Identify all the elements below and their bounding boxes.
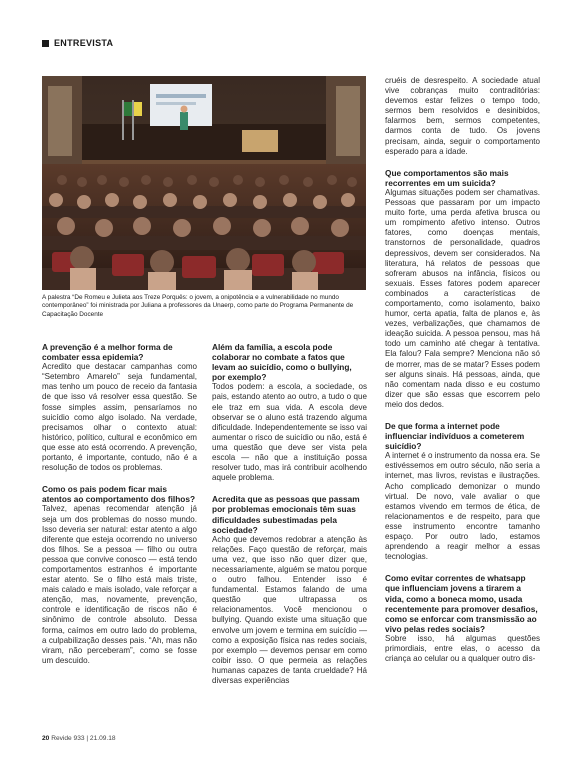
answer-paragraph: Acho que devemos redobrar a atenção às relações. Faço questão de reforçar, mais uma vez, que isso não quer dizer que, necessariamente, alguém se matou porque o outro falhou. Entender isso é fundamental. Estamos falando de uma questão que ultrapassa os relacionamentos. Você mencionou o bullying. Quando existe uma situação que envolve um jovem e termina em suicídio — como a exposição física nas redes sociais, por exemplo — devemos pensar em como coibir isso. O que permeia as relações humanas capazes de tanta crueldade? Há diversas experiências xyxy=(212,534,367,685)
column-2 xyxy=(212,342,367,686)
page-number: 20 xyxy=(42,735,50,742)
lecture-photo xyxy=(42,76,366,290)
question-heading: A prevenção é a melhor forma de combater essa epidemia? xyxy=(42,342,173,363)
magazine-issue: Revide 933 | 21.09.18 xyxy=(51,735,116,742)
question-heading: Que comportamentos são mais recorrentes em um suicida? xyxy=(385,167,509,188)
photo-caption: A palestra “De Romeu e Julieta aos Treze Porquês: o jovem, a onipotência e a vulnerabilidade no mundo contemporâneo” foi ministrada por Juliana a professores da Unaerp, como parte do Programa Permanente de Capacitação Docente xyxy=(42,294,354,318)
column-1 xyxy=(42,342,197,666)
answer-paragraph: Sobre isso, há algumas questões primordiais, entre elas, o acesso da criança ao celular ou a qualquer outro dis- xyxy=(385,633,540,664)
question-heading: Como os pais podem ficar mais atentos ao comportamento dos filhos? xyxy=(42,484,196,505)
column-3 xyxy=(385,76,540,664)
question-heading: Acredita que as pessoas que passam por problemas emocionais têm suas dificuldades subestimadas pela sociedade? xyxy=(212,494,360,535)
section-square-icon xyxy=(42,40,49,47)
section-label: ENTREVISTA xyxy=(54,38,114,48)
section-header xyxy=(42,38,113,48)
answer-paragraph: Todos podem: a escola, a sociedade, os pais, estando atento ao outro, a tudo o que ele traz em sua vida. A escola deve observar se o aluno está trazendo alguma dificuldade. Independentemente se isso vai aumentar o risco de suicídio ou não, está é uma questão que deve ser vista pela escola — não que a instituição possa resolver tudo, mas irá contribuir acolhendo aquele problema. xyxy=(212,382,367,483)
lecture-photo-illustration xyxy=(42,76,366,290)
question-heading: De que forma a internet pode influenciar indivíduos a cometerem suicídio? xyxy=(385,421,525,452)
question-heading: Além da família, a escola pode colaborar no combate a fatos que levam ao suicídio, como o bullying, por exemplo? xyxy=(212,342,352,383)
answer-paragraph: A internet é o instrumento da nossa era. Se estivéssemos em outro século, não seria a internet, mas livros, revistas e ilustrações. Acho complicado demonizar o mundo virtual. De novo, vale avaliar o que estamos vivendo em termos de ética, de relacionamentos e de respeito, para que esse instrumento encontre tamanho espaço. Por outro lado, estamos aprendendo a reagir melhor a essas tecnologias. xyxy=(385,451,540,562)
answer-paragraph: Talvez, apenas recomendar atenção já seja um dos problemas do nosso mundo. Isso deveria ser natural: estar atento a algo diferente que esteja ocorrendo no universo dos filhos. Se a pessoa — filho ou outra pessoa que convive conosco — está tendo comportamentos estranhos é importante estar atento. Se o filho está mais triste, mais calado e mais isolado, vale reforçar a atenção, mas, novamente, prevenção, controle e identificação de riscos não é sinônimo de controle absoluto. Dessa forma, caímos em outro lado do problema, a culpabilização desses pais. “Ah, mas não viram, não perceberam”, como se fosse um descuido. xyxy=(42,504,197,665)
question-heading: Como evitar correntes de whatsapp que influenciam jovens a tirarem a vida, como a boneca momo, usada recentemente para promover desafios, como se enforcar com transmissão ao vivo pelas redes sociais? xyxy=(385,573,538,634)
answer-paragraph: Algumas situações podem ser chamativas. Pessoas que passaram por um impacto muito forte, uma perda afetiva brusca ou um rompimento afetivo intenso. Outros fatores, como doenças mentais, transtornos de personalidade, quadros depressivos, devem ser considerados. Na literatura, há relatos de pessoas que sofreram abusos na infância, físicos ou sexuais. Esses fatores podem aparecer combinados a características de comportamento, como isolamento, baixo humor, certa apatia, falta de planos e, às vezes, verbalizações, que chamamos de ideação suicida. A pessoa pensou, mas há todo um caminho até chegar à tentativa. Ela falou? Fala sempre? Menciona não só de morrer, mas de se matar? Esses podem ser alguns sinais. Há pessoas, ainda, que não comentam nada disso e eu costumo dizer que são essas que escorrem pelo meio dos dedos. xyxy=(385,187,540,409)
page-footer xyxy=(42,735,116,742)
answer-paragraph: Acredito que destacar campanhas como “Setembro Amarelo” seja fundamental, mas tenho um pouco de receio da fantasia de que isso vá resolver essa questão. Se fosse simples assim, pensaríamos no suicídio como algo isolado. Na verdade, precisamos olhar o contexto atual: histórico, político, cultural e econômico em que esse ato está ocorrendo. A prevenção, portanto, é importante, contudo, não é a resolução de todos os problemas. xyxy=(42,362,197,473)
answer-paragraph: cruéis de desrespeito. A sociedade atual vive cobranças muito contraditórias: devemos estar felizes o tempo todo, sermos bem resolvidos e desinibidos, falarmos bem, sermos competentes, darmos conta de tudo. Os jovens precisam, ainda, seguir o comportamento esperado para a idade. xyxy=(385,76,540,156)
